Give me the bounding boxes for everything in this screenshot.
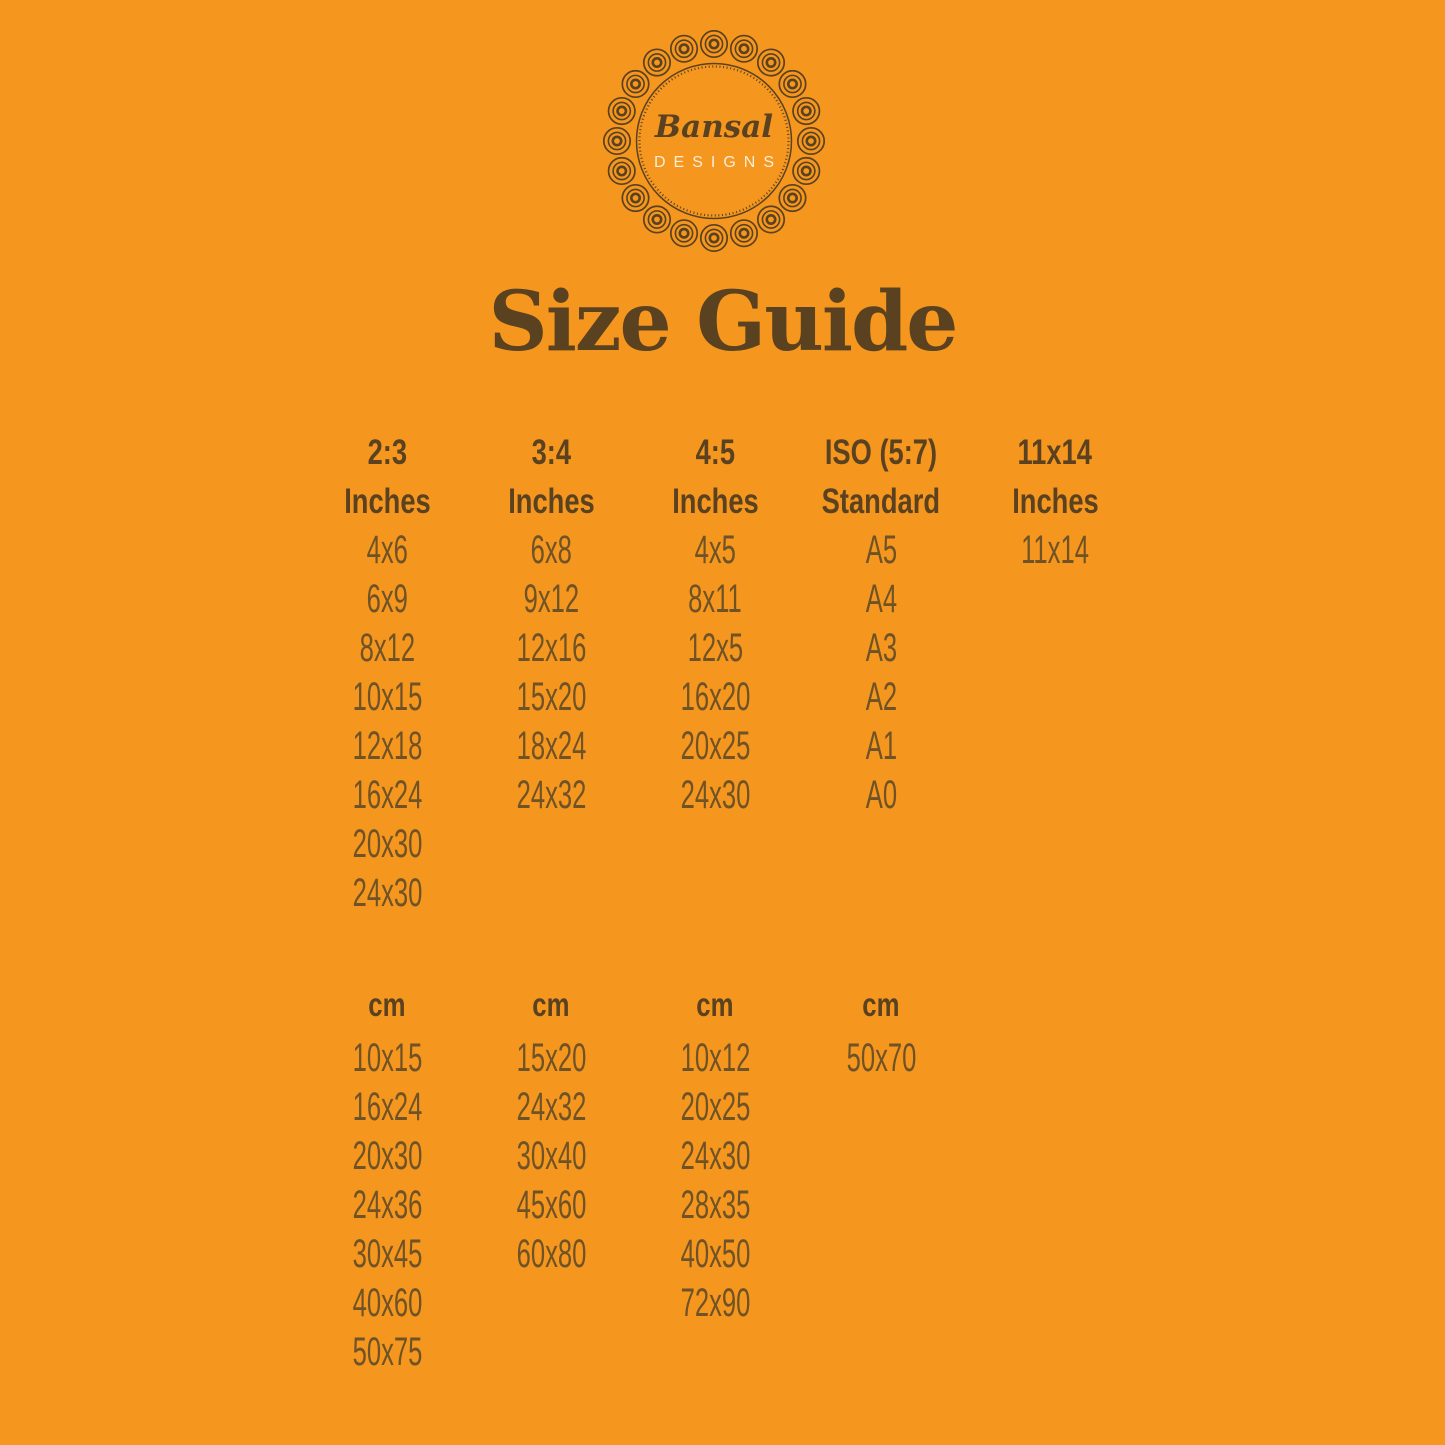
size-value: 4x6: [366, 528, 408, 572]
cm-column-4: [797, 976, 965, 1377]
size-value: 28x35: [680, 1183, 750, 1227]
column-ratio-label: 2:3: [367, 433, 407, 472]
size-value: 72x90: [680, 1281, 750, 1325]
size-value: 30x40: [516, 1134, 586, 1178]
size-value: A0: [865, 773, 897, 817]
column-unit-label: Inches: [671, 482, 759, 521]
size-value: 24x30: [352, 871, 422, 915]
column-unit-label: Inches: [507, 482, 595, 521]
size-value: 24x36: [352, 1183, 422, 1227]
logo-text: [603, 30, 825, 252]
bansal-designs-logo: [603, 30, 825, 252]
size-value: 6x9: [366, 577, 408, 621]
cm-column-2: [469, 976, 633, 1377]
size-value: 11x14: [1021, 528, 1089, 572]
inches-column-1: [305, 428, 469, 918]
size-value: 8x11: [688, 577, 742, 621]
size-value: 24x30: [680, 1134, 750, 1178]
size-value: 24x30: [680, 773, 750, 817]
size-value: A3: [865, 626, 897, 670]
size-value: 24x32: [516, 1085, 586, 1129]
cm-size-table: [305, 976, 965, 1377]
size-value: 45x60: [516, 1183, 586, 1227]
size-value: 50x75: [352, 1330, 422, 1374]
column-ratio-label: 11x14: [1017, 433, 1093, 472]
size-value: 4x5: [694, 528, 736, 572]
size-value: 16x20: [680, 675, 750, 719]
inches-size-table: [305, 428, 1145, 918]
column-unit-label: Standard: [821, 482, 941, 521]
size-value: 20x30: [352, 822, 422, 866]
size-value: 12x5: [687, 626, 743, 670]
inches-column-4: [797, 428, 965, 918]
column-unit-label: cm: [368, 986, 406, 1023]
size-value: 6x8: [530, 528, 572, 572]
size-value: 18x24: [516, 724, 586, 768]
size-value: A2: [865, 675, 897, 719]
size-value: 12x16: [516, 626, 586, 670]
size-value: 40x60: [352, 1281, 422, 1325]
size-value: 20x30: [352, 1134, 422, 1178]
logo-brand-name: Bansal: [654, 108, 774, 145]
size-value: 10x15: [352, 675, 422, 719]
column-unit-label: Inches: [1011, 482, 1099, 521]
column-unit-label: cm: [696, 986, 734, 1023]
column-unit-label: cm: [532, 986, 570, 1023]
size-value: 20x25: [680, 1085, 750, 1129]
size-value: A1: [865, 724, 897, 768]
column-ratio-label: 4:5: [695, 433, 735, 472]
cm-column-1: [305, 976, 469, 1377]
inches-column-3: [633, 428, 797, 918]
size-value: 50x70: [846, 1036, 916, 1080]
column-ratio-label: 3:4: [531, 433, 571, 472]
size-value: A4: [865, 577, 897, 621]
size-value: 9x12: [523, 577, 579, 621]
size-value: 40x50: [680, 1232, 750, 1276]
size-value: A5: [865, 528, 897, 572]
size-value: 12x18: [352, 724, 422, 768]
column-unit-label: Inches: [343, 482, 431, 521]
size-value: 24x32: [516, 773, 586, 817]
size-value: 15x20: [516, 1036, 586, 1080]
size-value: 15x20: [516, 675, 586, 719]
size-value: 20x25: [680, 724, 750, 768]
size-value: 30x45: [352, 1232, 422, 1276]
inches-column-5: [965, 428, 1145, 918]
logo-brand-subtitle: DESIGNS: [653, 153, 782, 171]
cm-column-3: [633, 976, 797, 1377]
size-value: 10x12: [680, 1036, 750, 1080]
inches-column-2: [469, 428, 633, 918]
size-value: 60x80: [516, 1232, 586, 1276]
size-value: 16x24: [352, 1085, 422, 1129]
column-unit-label: cm: [862, 986, 900, 1023]
column-ratio-label: ISO (5:7): [824, 433, 938, 472]
size-value: 16x24: [352, 773, 422, 817]
page-title: Size Guide: [488, 274, 957, 370]
size-value: 8x12: [359, 626, 415, 670]
size-value: 10x15: [352, 1036, 422, 1080]
